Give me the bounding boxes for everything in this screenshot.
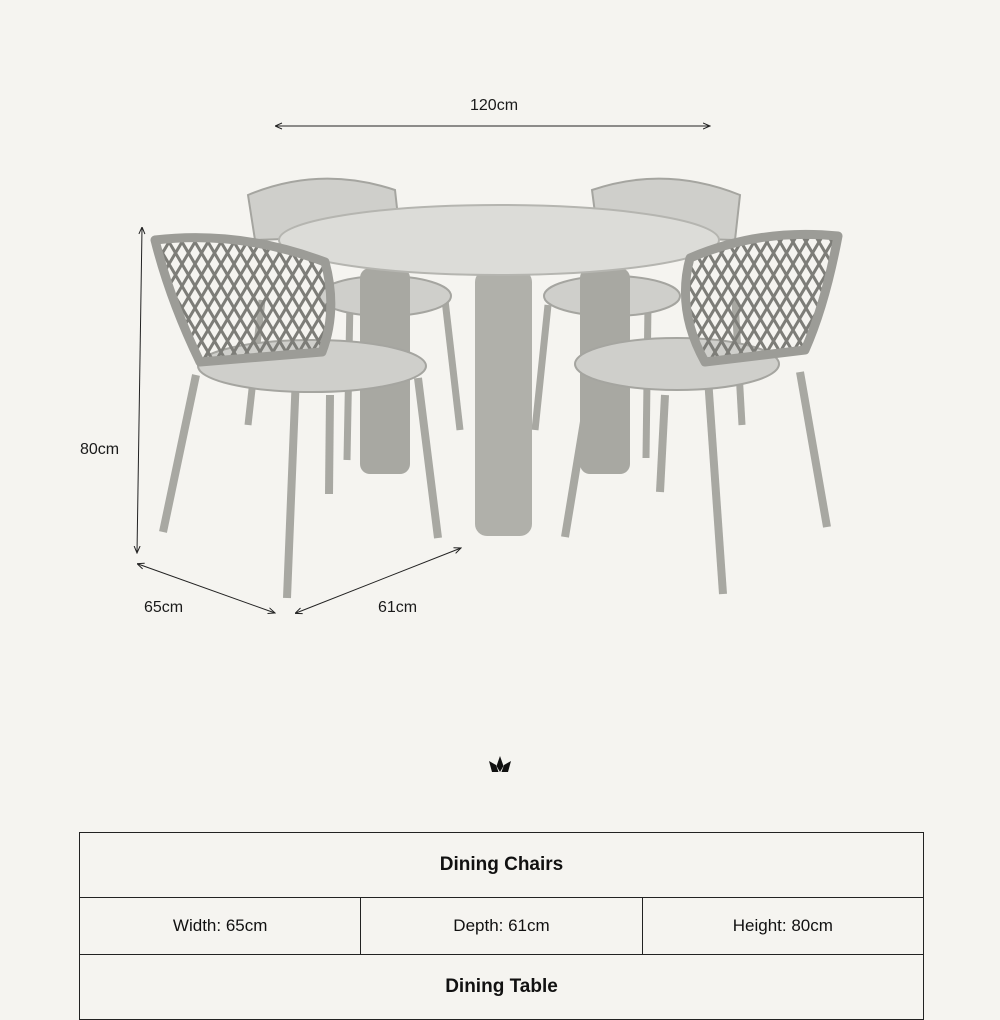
chair-height-cell: Height: 80cm xyxy=(642,898,923,955)
chair-width-cell: Width: 65cm xyxy=(80,898,361,955)
chair-depth-label: 61cm xyxy=(378,599,418,616)
specifications-table xyxy=(79,832,924,1020)
dining-table-heading: Dining Table xyxy=(80,955,924,1020)
chair-width-label: 65cm xyxy=(144,599,184,616)
height-label: 80cm xyxy=(80,441,120,458)
height-dimension-line xyxy=(137,228,142,553)
crown-lotus-icon xyxy=(486,753,514,775)
table-width-label: 120cm xyxy=(470,97,519,114)
dining-chairs-heading: Dining Chairs xyxy=(80,833,924,898)
chair-depth-cell: Depth: 61cm xyxy=(361,898,642,955)
